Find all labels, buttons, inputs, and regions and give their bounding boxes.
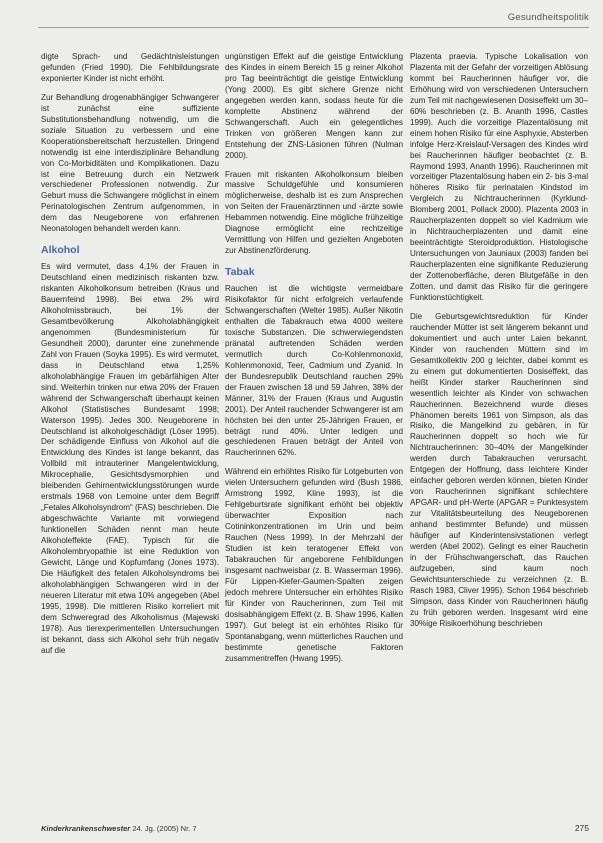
paragraph: Während ein erhöhtes Risiko für Lotgeburten von vielen Untersuchern gefunden wird (Bush 1986, Armstrong 1992, Kline 1993), ist die Fehlgeburtsrate signifikant erhöht bei objektiv überwachter Exposition nach Cotininkonzentrationen im Urin und beim Rauchen (Ness 1999). In der Mehrzahl der Studien ist kein teratogener Effekt von Tabakrauchen für angeborene Fehlbildungen insgesamt nachweisbar (z. B. Wasserman 1996). Für Lippen-Kiefer-Gaumen-Spalten zeigen jedoch mehrere Untersucher ein erhöhtes Risiko für Kinder von Raucherinnen, zum Teil mit dosisabhängigem Effekt (z. B. Shaw 1996, Kallen 1997). Gut belegt ist ein erhöhtes Risiko für Spontanabgang, wenn mütterliches Rauchen und bestimmte genetische Faktoren zusammentreffen (Hwang 1995). [225,467,403,663]
paragraph: Plazenta praevia. Typische Lokalisation von Plazenta mit der Gefahr der vorzeitigen Ablösung kommt bei Raucherinnen häufiger vor, die Erhöhung wird von verschiedenen Untersuchern zum Teil mit nachgewiesenen Dosiseffekt um 30–60% beschrieben (z. B. Ananth 1996, Castles 1999). Auch die vorzeitige Plazentalösung mit einem hohen Risiko für eine Asphyxie, Absterben infolge Herz-Kreislauf-Versagen des Kindes wird bei Raucherinnen häufiger beobachtet (z. B. Raymond 1993, Ananth 1996). Raucherinnen mit vorzeitiger Plazentalösung haben ein 2- bis 3-mal höheres Risiko für perinatalen Kindstod im Vergleich zu Nichtraucherinnen (Kyrklund-Blomberg 2001, Pollack 2000). Plazenta 2003 in Raucherplazenten doppelt so viel Kadmium wie in Nichtraucherplazenten und damit eine beeinträchtigte Steroidproduktion. Histologische Untersuchungen von Jauniaux (2003) fanden bei Raucherplazenten eine signifikante Reduzierung der Zottenoberfläche, deren Blutgefäße in den Zotten, und damit das Risiko für die geringere Funktionstüchtigkeit. [410,52,588,302]
paragraph: Frauen mit riskanten Alkoholkonsum bleiben massive Schuldgefühle und konsumieren möglicherweise, deshalb ist es zum Ansprechen von Seiten der Frauenärztinnen und -ärzte sowie Hebammen notwendig. Eine mögliche frühzeitige Diagnose ermöglicht eine rechtzeitige Vermittlung von Hilfen und gezielten Angeboten zur Abstinenzförderung. [225,169,403,256]
section-heading-tabak: Tabak [225,266,255,279]
section-rubric: Gesundheitspolitik [507,12,589,23]
journal-name: Kinderkrankenschwester [41,824,131,833]
paragraph: Rauchen ist die wichtigste vermeidbare Risikofaktor für nicht erfolgreich verlaufende Schwangerschaften (Welter 1985). Außer Nikotin enthalten die Tabakrauch etwa 4000 weitere toxische Substanzen. Die schwerwiegendsten pränatal auftretenden Schäden werden vermutlich durch Co-Kohlenmonoxid, Kohlenmonoxid, Teer, Cadmium und Zyanid. In der Bundesrepublik Deutschland rauchen 29% der Frauen zwischen 18 und 59 Jahren, 38% der Männer, 31% der Frauen (Kraus und Augustin 2001). Der Anteil rauchender Schwangerer ist am höchsten bei den unter 25-Jährigen Frauen, er beträgt rund 40%. Unter ledigen und geschiedenen Frauen beträgt der Anteil von Raucherinnen 62%. [225,284,403,458]
column-1 [41,52,219,665]
column-2 [225,52,403,673]
paragraph: Die Geburtsgewichtsreduktion für Kinder rauchender Mütter ist seit längerem bekannt und dokumentiert und auch unter Laien bekannt. Kinder von rauchenden Müttern sind im Gesamtkollektiv 200 g leichter, dabei kommt es zu einem gut dokumentierten Dosiseffekt, das heißt Kinder starker Raucherinnen sind wesentlich leichter als Kinder von schwachen Raucherinnen. Bezeichnend wurde dieses Phänomen bereits 1961 von Simpson, als das Risiko, die Mangelkind zu gebären, in für Raucherinnen doppelt so hoch wie für Nichtraucherinnen: 30–40% der Mangelkinder werden durch Tabakrauchen verursacht. Entgegen der Hoffnung, dass leichtere Kinder einfacher geboren werden können, bieten Kinder von Raucherinnen signifikant schlechtere APGAR- und pH-Werte (APGAR = Punktesystem zur Vitalitätsbeurteilung des Neugeborenen anhand bestimmter Befunde) und müssen häufiger auf Kinderintensivstationen verlegt werden (Abel 2002). Gelingt es einer Raucherin in der Frühschwangerschaft, das Rauchen aufzugeben, sind kaum noch Gewichtsunterschiede zu verzeichnen (z. B. Rasch 1983, Cliver 1995). Schon 1964 beschrieb Simpson, dass Kinder von Raucherinnen häufig zu früh geboren werden. Insgesamt wird eine 30%ige Risikoerhöhung beschrieben [410,311,588,628]
journal-issue: 24. Jg. (2005) Nr. 7 [132,824,197,833]
section-heading-alkohol: Alkohol [41,244,80,257]
paragraph: ungünstigen Effekt auf die geistige Entwicklung des Kindes in einem Bereich 15 g reiner Alkohol pro Tag beeinträchtigt die geistige Entwicklung (Yong 2000). Es gibt sichere Grenze nicht angegeben werden kann, sodass heute für die komplette Abstinenz während der Schwangerschaft. Auch ein gelegentliches Trinken von größeren Mengen kann zur Entstehung der ZNS-Läsionen führen (Nulman 2000). [225,52,403,160]
paragraph: Es wird vermutet, dass 4,1% der Frauen in Deutschland einen medizinisch riskanten bzw. riskanten Alkoholkonsum betreiben (Kraus und Bauernfeind 1998). Bei etwa 2% wird Alkoholmissbrauch, bei 1% der Gesamtbevölkerung Alkoholabhängigkeit angenommen (Bundesministerium für Gesundheit 2000), darunter eine zunehmende Zahl von Frauen (Soyka 1995). Es wird vermutet, dass in Deutschland etwa 1,25% alkoholabhängige Frauen im gebärfähigen Alter sind. Weiterhin trinken nur etwa 20% der Frauen während der Schwangerschaft überhaupt keinen Alkohol (Statistisches Bundesamt 1998; Waterson 1995). Jedes 300. Neugeborene in Deutschland ist alkoholgeschädigt (Löser 1995). Der schädigende Einfluss von Alkohol auf die Entwicklung des Kindes ist lange bekannt, das Vollbild mit intrauteriner Mangelentwicklung, Mikrocephalie, Gesichtsdysmorphien und bleibenden Gehirnentwicklungsstörungen wurde erstmals 1968 von Lemoine unter dem Begriff „Fetales Alkoholsyndrom“ (FAS) beschrieben. Die abgeschwächte Variante mit vorwiegend funktionellen Schäden nennt man heute Alkoholeffekte (FAE). Typisch für die Alkoholembryopathie ist eine Reduktion von Gewicht, Länge und Kopfumfang (Jones 1973). Die Häufigkeit des fetalen Alkoholsyndroms bei alkoholabhängigen Schwangeren wird in der neueren Literatur mit etwa 10% angegeben (Abel 1995, 1998). Die mittleren Risiko korreliert mit dem Schweregrad des Alkoholismus (Majewski 1978). Aus tierexperimentellen Untersuchungen ist bekannt, dass sich Alkohol sehr früh negativ auf die [41,262,219,655]
paragraph: digte Sprach- und Gedächtnisleistungen gefunden (Fried 1990). Die Fehlbildungsrate exponierter Kinder ist nicht erhöht. [41,52,219,83]
page-number: 275 [574,823,589,833]
footer-citation [41,824,197,833]
column-3 [410,52,588,638]
header-rule [38,27,589,28]
paragraph: Zur Behandlung drogenabhängiger Schwangerer ist zunächst eine suffiziente Substitutionsbehandlung notwendig, um die soziale Situation zu verbessern und eine Kooperationsbereitschaft herzustellen. Dringend notwendig ist eine interdisziplinäre Behandlung von Co-Morbiditäten und Komplikationen. Dazu ist eine Betreuung durch ein Netzwerk verschiedener Professionen notwendig. Zur Geburt muss die Schwangere möglichst in einem Perinatologischen Zentrum aufgenommen, in dem das Neugeborene von erfahrenen Neonatologen behandelt werden kann. [41,92,219,234]
